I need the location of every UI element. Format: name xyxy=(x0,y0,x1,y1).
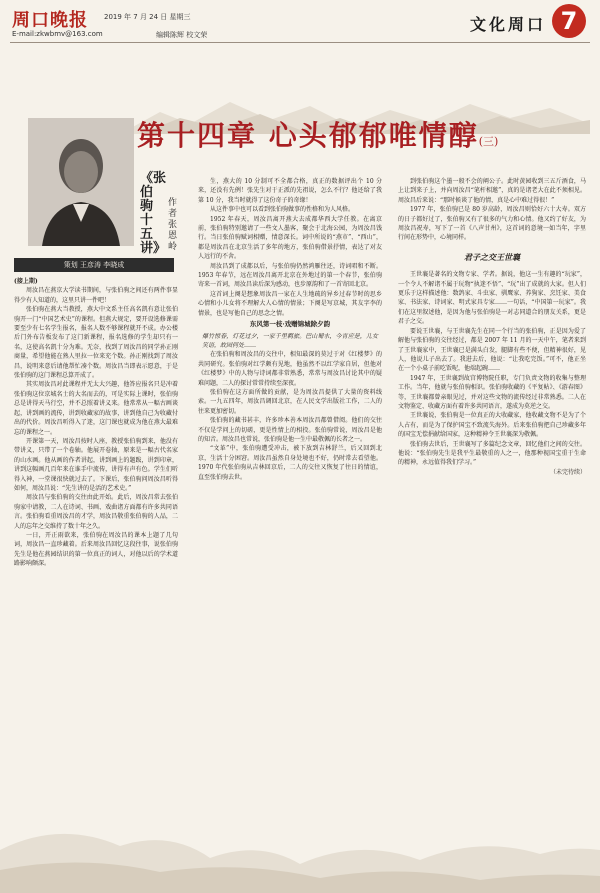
paragraph: 周汝昌与张伯驹的交往由此开始。此后，周汝昌常去张伯驹家中请教，二人在诗词、书画、戏曲诸方面都有许多共同语言。张伯驹看重周汝昌的才学，周汝昌敬重张伯驹的人品，二人的忘年之交维持了数十年之久。 xyxy=(14,494,178,530)
issue-date: 2019 年 7 月 24 日 星期三 xyxy=(104,13,191,21)
paragraph: 张伯驹的藏书甚丰，许多珍本善本周汝昌都曾借阅。他们的交往不仅是学问上的切磋，更是性情上的相投。张伯驹常说，周汝昌是他的知音。周汝昌也常说，张伯驹是他一生中最敬佩的长者之一。 xyxy=(198,417,382,443)
portrait-photo xyxy=(28,118,134,246)
series-title-vertical: 《张伯驹十五讲》 xyxy=(140,171,167,256)
contact-email: E-mail:zkwbmv@163.com xyxy=(12,30,103,38)
chapter-part: (三) xyxy=(478,135,499,148)
paragraph: 生，燕大的 10 分制可不全都合格，真正的数据评出个 10 分来，还没有先例！张先生对于正派的先祖说，怎么不行？他还给了我第 10 分，我当时就得了这份奇子的奇缘！ xyxy=(198,178,382,204)
chapter-title xyxy=(137,114,498,154)
newspaper-logo: 周口晚报 xyxy=(12,10,88,31)
column-3-intro xyxy=(398,177,586,243)
series-author-vertical: 作者 张恩岭 xyxy=(168,198,178,252)
editors-line: 编辑陈辉 校文荣 xyxy=(156,31,208,39)
paragraph: 开课第一天，周汝昌按时人座，教授张伯驹到来，他没有带讲义，只带了一个卷轴。他展开卷轴，原来是一幅古代名家的山水画。他从画的作者讲起，讲到画上的题跋，讲到印章，讲到这幅画几百年来在谁手中流传，讲得有声有色。学生们听得入神，一堂课很快就过去了。下课后，张伯驹问周汝昌听得如何，周汝昌说：“先生讲的是活的艺术史。” xyxy=(14,437,178,492)
section-title: 文化周口 xyxy=(470,15,547,34)
paragraph: 王世襄说，张伯驹是一位真正的大收藏家，他收藏文物不是为了个人占有，而是为了保护国宝不致流失海外。后来张伯驹把自己珍藏多年的国宝无偿捐献给国家，这种精神令王世襄深为敬佩。 xyxy=(398,412,586,439)
article-column-1 xyxy=(14,277,178,845)
paragraph: 到张伯驹这个墨一般不会的阐公子。此时黄园收到三五斤酒食，马上让到来子上，并向周汝昌“笔杆相邀”，真的是诸老大在此不须相见。周汝昌后来说：“那时候谈了他的情，真是心中难过得很！” xyxy=(398,178,586,204)
paragraph: 爆竹惊春，灯花过夕，一家千里羁旅。巴山蜀水，今宵应是，儿女笑语，故园何处…… xyxy=(202,332,378,349)
masthead xyxy=(0,0,600,46)
article-column-2 xyxy=(198,177,382,845)
paragraph: 1977 年，张伯驹已是 80 岁高龄，周汝昌则恰好六十大寿。双方的日子都好过了，张伯驹又有了很多的气力和心情。他又约了好友，为周汝昌祝寿，写下了一首《八声甘州》，这首词的意境一如当年，字里行间在形势中，心境同样。 xyxy=(398,206,586,242)
paragraph: 张伯驹去世后，王世襄写了多篇纪念文章，回忆他们之间的交往。他说：“张伯驹先生是我平生最敬重的人之一，他那种视国宝重于生命的精神，永远值得我们学习。” xyxy=(398,440,586,467)
paragraph: 这首词上阕是想象周汝昌一家在人生地疏的异乡过春节时的思乡心情和小儿女将不理解大人心情的情景；下阕是写京城，其友字李的情景，也是写他自己的思念之情。 xyxy=(198,290,382,317)
paragraph: 在张伯驹和周汝昌的交往中，相知最深的莫过于对《红楼梦》的共同研究。张伯驹对红学颇有见地，他虽然不以红学家自居，但他对《红楼梦》中的人物与诗词都非常熟悉，常常与周汝昌讨论其中的疑难问题，二人的探讨常常持续至深夜。 xyxy=(198,351,382,387)
paragraph: 周汝昌到了成都以后，与张伯驹仍然鸿雁往还，诗词唱和不断。1953 年春节，远在周汝昌离开北京在外地过的第一个春节，张伯驹寄来一首词，周汝昌读后深为感动，也步原韵和了一首寄回北京。 xyxy=(198,262,382,289)
paragraph: 1947 年，王世襄到故宫博物院任职，专门负责文物的收集与整理工作。当年，他就与张伯驹相识。张伯驹收藏的《平复帖》、《游春图》等，王世襄都曾亲眼见过，并对这些文物的流传经过非常熟悉。二人在文物鉴定、收藏方面有着许多共同语言，遂成为莫逆之交。 xyxy=(398,374,586,410)
page-number-badge: 7 xyxy=(552,4,586,38)
paragraph: 1952 年春天，周汝昌离开燕大去成都华西大学任教。在离京前，张伯驹特别邀请了一些文人墨客，聚会于北海公园，为周汝昌饯行。当日张伯驹赋词相赠，情意深长。词中所说的“燕市”、“西山”，都是周汝昌在北京生活了多年的地方，张伯驹借景抒情，表达了对友人远行的不舍。 xyxy=(198,215,382,261)
section-heading: 君子之交王世襄 xyxy=(464,251,520,262)
paragraph: 东风第一枝·戏赠锦城除夕韵 xyxy=(249,320,331,329)
masthead-divider xyxy=(10,42,590,43)
planners-credit-bar: 策划 王彦涛 李晓成 xyxy=(14,258,174,272)
paragraph: 王世襄是著名的文物专家、学者。据说，他这一生有趣的“玩家”，一个令人不解诸不属于玩物“执迷不悟”、“玩”出了成就的大家。但人们更乐于这样描述他：数鸽家、斗虫家、驯鹰家、养狗家、烹饪家、美食家、书法家、诗词家、明式家具专家……一句话，“中国第一玩家”。我们在这里叙述他，是因为他与张伯驹是一对志同道合的朋友关系，更是君子之交。 xyxy=(398,271,586,326)
chapter-title-text: 第十四章 心头郁郁唯情醇 xyxy=(137,119,479,152)
paragraph: 周汝昌在燕京大学读书期间，与张伯驹之间还有两件事显得少有人知道的，这里只讲一件吧！ xyxy=(14,287,178,304)
column-3-body xyxy=(398,270,586,477)
paragraph: 从这件事中也可以看到张伯驹做事的性格和为人风格。 xyxy=(210,206,355,214)
paragraph: 张伯驹在燕大当教授，燕大中文系主任高名凯有意让张伯驹开一门“中国艺术史”的课程。但燕大规定，要开设选修课需要至少有七名学生报名，报名人数不够课程就开不成。办公楼后门外布告板发布了这门新课程，报名选修的学生却只有一名，这使高名凯十分为难。无奈，找到了周汝昌的同学孙正刚商量，希望他能在熟人里拉一位来充个数。孙正刚找到了周汝昌，说明来意后请他帮忙凑个数。周汝昌当即表示愿意，于是张伯驹的这门课程总算开成了。 xyxy=(14,306,178,380)
ink-landscape-decoration xyxy=(0,780,600,893)
paragraph: 其实周汝昌对此课程并无太大兴趣，他答应报名只是冲着张伯驹这位京城名士的大名而去的，可是实际上课时，张伯驹总是讲得天马行空，并不总照着讲义来。他常常从一幅古画谈起，讲到画的流传，讲到收藏家的故事，讲到他自己为收藏付出的代价。周汝昌听得入了迷，这门课也就成为他在燕大最难忘的课程之一。 xyxy=(14,381,178,436)
paragraph: 要说王世襄，与王世襄先生在同一个行当的张伯驹，正是因为爱了解他与张伯驹的交往经过，都是 2007 年 11 月的一天中午，笔者来到了王世襄家中，王世襄已是满头白发，腿脚有些不便，但精神很好，见人，他说儿子出去了。我进去后，他说：“让我吃完饭。”可不，他正坐在一个小桌子前吃饭呢，他端起碗…… xyxy=(398,327,586,373)
paragraph: (接上期) xyxy=(14,278,38,285)
article-column-3 xyxy=(398,177,586,845)
paragraph: （未完待续） xyxy=(549,468,586,476)
paragraph: “文革”中，张伯驹遭受冲击，被下放到吉林舒兰，后又回到北京，生活十分困窘。周汝昌虽然自身处境也不好，仍时常去看望他。1970 年代张伯驹从吉林回京后，二人的交往又恢复了往日的情谊，直至张伯驹去世。 xyxy=(198,445,382,481)
paragraph: 一日，开正雨欲来，张伯驹在周汝昌的课本上题了几句词，周汝昌一直珍藏着。后来周汝昌回忆这段往事，说张伯驹先生是他在燕园结识的第一位真正的词人，对他以后的学术道路影响颇深。 xyxy=(14,531,178,568)
paragraph: 张伯驹在这方面所做的贡献，是为周汝昌提供了大量的资料线索。一九五四年，周汝昌调回北京，在人民文学出版社工作，二人的往来更加密切。 xyxy=(198,388,382,415)
